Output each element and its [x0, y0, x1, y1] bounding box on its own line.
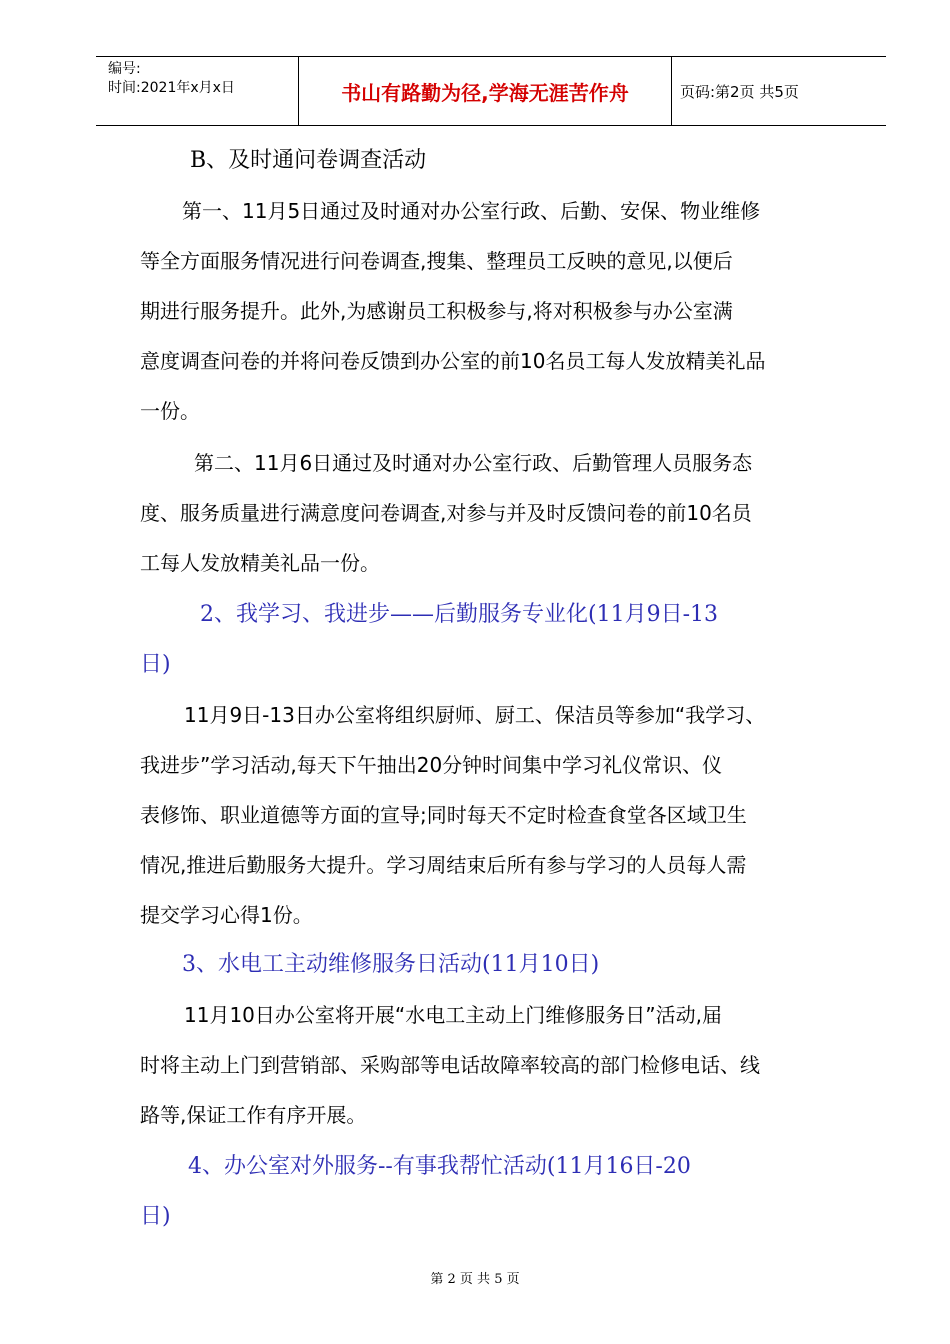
- header-time-label: 时间:2021年x月x日: [108, 80, 235, 96]
- paragraph-line: 一份。: [140, 399, 200, 423]
- paragraph-line: 度、服务质量进行满意度问卷调查,对参与并及时反馈问卷的前10名员: [140, 501, 752, 525]
- section-b-title: B、及时通问卷调查活动: [190, 148, 427, 173]
- section-title-line: 2、我学习、我进步——后勤服务专业化(11月9日-13: [200, 602, 719, 627]
- paragraph-line: 我进步”学习活动,每天下午抽出20分钟时间集中学习礼仪常识、仪: [140, 753, 723, 777]
- section-2-title: [140, 590, 718, 690]
- section-title-line: 日): [140, 1204, 171, 1229]
- paragraph-line: 第二、11月6日通过及时通对办公室行政、后勤管理人员服务态: [194, 451, 753, 475]
- paragraph-first: [140, 186, 852, 436]
- paragraph-line: 第一、11月5日通过及时通对办公室行政、后勤、安保、物业维修: [182, 199, 761, 223]
- paragraph-line: 意度调查问卷的并将问卷反馈到办公室的前10名员工每人发放精美礼品: [140, 349, 766, 373]
- paragraph-second: [140, 438, 852, 588]
- page-header: [96, 56, 886, 126]
- header-motto: 书山有路勤为径,学海无涯苦作舟: [341, 80, 629, 105]
- section-title-line: 日): [140, 652, 171, 677]
- paragraph-line: 路等,保证工作有序开展。: [140, 1103, 367, 1127]
- paragraph-line: 时将主动上门到营销部、采购部等电话故障率较高的部门检修电话、线: [140, 1053, 760, 1077]
- header-page-cell: [672, 57, 886, 125]
- section-4-title: [140, 1142, 691, 1242]
- paragraph-line: 11月9日-13日办公室将组织厨师、厨工、保洁员等参加“我学习、: [184, 703, 766, 727]
- paragraph-line: 11月10日办公室将开展“水电工主动上门维修服务日”活动,届: [184, 1003, 722, 1027]
- paragraph-line: 情况,推进后勤服务大提升。学习周结束后所有参与学习的人员每人需: [140, 853, 747, 877]
- header-number-label: 编号:: [108, 61, 141, 77]
- paragraph-line: 等全方面服务情况进行问卷调查,搜集、整理员工反映的意见,以便后: [140, 249, 733, 273]
- paragraph-line: 表修饰、职业道德等方面的宣导;同时每天不定时检查食堂各区域卫生: [140, 803, 747, 827]
- paragraph-line: 期进行服务提升。此外,为感谢员工积极参与,将对积极参与办公室满: [140, 299, 733, 323]
- header-motto-cell: [298, 57, 672, 125]
- page-footer: 第 2 页 共 5 页: [430, 1272, 520, 1287]
- header-meta-cell: [96, 57, 298, 125]
- header-page-info: 页码:第2页 共5页: [680, 82, 799, 101]
- paragraph-third: [140, 690, 852, 940]
- paragraph-line: 提交学习心得1份。: [140, 903, 313, 927]
- section-title-line: 4、办公室对外服务--有事我帮忙活动(11月16日-20: [188, 1154, 691, 1179]
- section-3-title: 3、水电工主动维修服务日活动(11月10日): [182, 952, 600, 977]
- paragraph-fourth: [140, 990, 852, 1140]
- paragraph-line: 工每人发放精美礼品一份。: [140, 551, 380, 575]
